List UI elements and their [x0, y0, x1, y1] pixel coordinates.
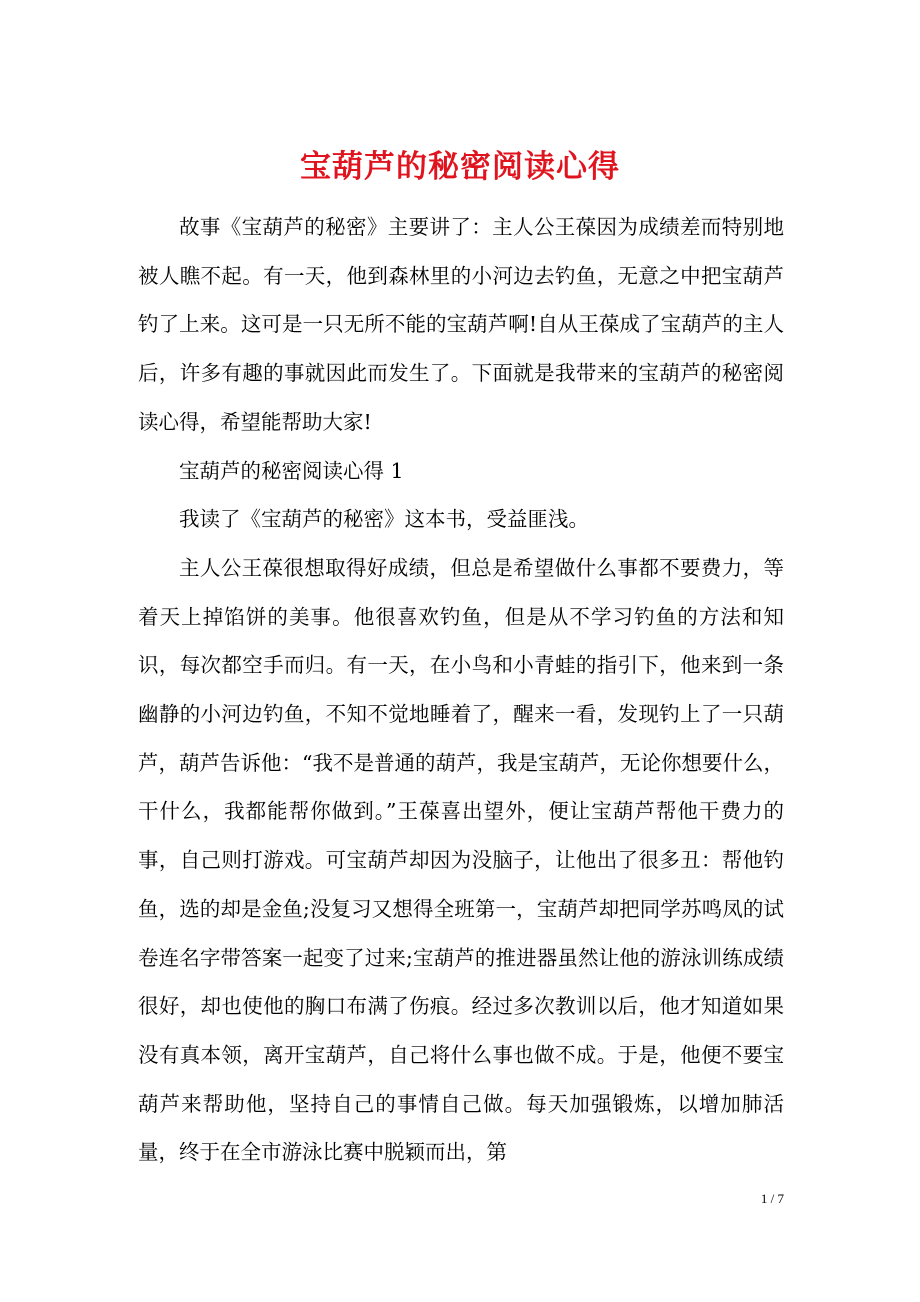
intro-paragraph: 故事《宝葫芦的秘密》主要讲了：主人公王葆因为成绩差而特别地被人瞧不起。有一天，他到森林里的小河边去钓鱼，无意之中把宝葫芦钓了上来。这可是一只无所不能的宝葫芦啊!自从王葆成了宝葫芦的主人后，许多有趣的事就因此而发生了。下面就是我带来的宝葫芦的秘密阅读心得，希望能帮助大家!	[138, 215, 784, 434]
page-number: 1 / 7	[760, 1191, 784, 1206]
document-body	[138, 203, 784, 1177]
document-title: 宝葫芦的秘密阅读心得	[300, 149, 620, 185]
opening-paragraph: 我读了《宝葫芦的秘密》这本书，受益匪浅。	[179, 507, 589, 532]
story-paragraph: 主人公王葆很想取得好成绩，但总是希望做什么事都不要费力，等着天上掉馅饼的美事。他很喜欢钓鱼，但是从不学习钓鱼的方法和知识，每次都空手而归。有一天，在小鸟和小青蛙的指引下，他来到一条幽静的小河边钓鱼，不知不觉地睡着了，醒来一看，发现钓上了一只葫芦，葫芦告诉他：“我不是普通的葫芦，我是宝葫芦，无论你想要什么，干什么，我都能帮你做到。”王葆喜出望外，便让宝葫芦帮他干费力的事，自己则打游戏。可宝葫芦却因为没脑子，让他出了很多丑：帮他钓鱼，选的却是金鱼;没复习又想得全班第一，宝葫芦却把同学苏鸣凤的试卷连名字带答案一起变了过来;宝葫芦的推进器虽然让他的游泳训练成绩很好，却也使他的胸口布满了伤痕。经过多次教训以后，他才知道如果没有真本领，离开宝葫芦，自己将什么事也做不成。于是，他便不要宝葫芦来帮助他，坚持自己的事情自己做。每天加强锻炼，以增加肺活量，终于在全市游泳比赛中脱颖而出，第	[138, 555, 784, 1165]
section-heading: 宝葫芦的秘密阅读心得 1	[179, 458, 404, 483]
